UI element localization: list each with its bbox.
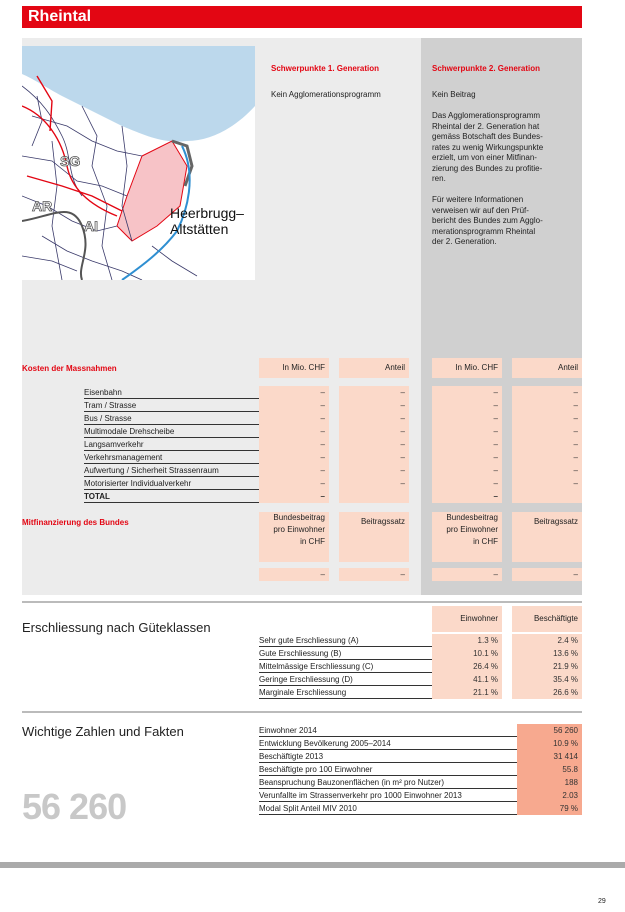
erschliessung-beschaeftigte-value: 2.4 % xyxy=(512,634,582,647)
erschliessung-beschaeftigte-value: 21.9 % xyxy=(512,660,582,673)
mitfin-value: – xyxy=(339,568,409,581)
kosten-value: – xyxy=(432,464,502,477)
zahlen-row-label: Beschäftigte pro 100 Einwohner xyxy=(259,763,517,776)
kosten-value: – xyxy=(512,464,582,477)
kosten-value: – xyxy=(259,451,329,464)
page-title: Rheintal xyxy=(28,8,92,25)
kosten-value: – xyxy=(512,386,582,399)
map-label-ai: AI xyxy=(84,218,98,234)
mitfin-value: – xyxy=(432,568,502,581)
kosten-col-anteil-2: Anteil xyxy=(512,358,582,378)
mitfin-value: – xyxy=(512,568,582,581)
mitfin-beitrag-line: pro Einwohner xyxy=(446,525,498,534)
kosten-row-label: Eisenbahn xyxy=(84,386,259,399)
gen2-text-line: gemäss Botschaft des Bundes- xyxy=(432,132,543,141)
mitfin-beitrag-line: Bundesbeitrag xyxy=(273,513,325,522)
kosten-value: – xyxy=(339,412,409,425)
kosten-value: – xyxy=(259,386,329,399)
kosten-row-label: Tram / Strasse xyxy=(84,399,259,412)
kosten-value: – xyxy=(259,412,329,425)
kosten-row-label: Aufwertung / Sicherheit Strassenraum xyxy=(84,464,259,477)
divider xyxy=(22,711,582,713)
gen1-text: Kein Agglomerationsprogramm xyxy=(271,90,381,99)
erschliessung-col-beschaeftigte: Beschäftigte xyxy=(512,606,582,632)
map-label-region-1: Heerbrugg– xyxy=(170,205,244,221)
kosten-value: – xyxy=(512,412,582,425)
kosten-value: – xyxy=(432,412,502,425)
zahlen-value: 79 % xyxy=(517,802,582,815)
gen2-text-line: Für weitere Informationen xyxy=(432,195,524,204)
mitfin-col-satz-2: Beitragssatz xyxy=(512,512,582,562)
zahlen-value: 188 xyxy=(517,776,582,789)
kosten-value xyxy=(339,490,409,503)
kosten-value: – xyxy=(259,490,329,503)
kosten-value: – xyxy=(259,438,329,451)
kosten-value: – xyxy=(512,438,582,451)
kosten-value: – xyxy=(432,438,502,451)
kosten-value: – xyxy=(339,399,409,412)
kosten-value: – xyxy=(512,399,582,412)
big-number: 56 260 xyxy=(22,786,127,827)
zahlen-row-label: Beanspruchung Bauzonenflächen (in m² pro Nutzer) xyxy=(259,776,517,789)
zahlen-value: 2.03 xyxy=(517,789,582,802)
gen2-heading: Schwerpunkte 2. Generation xyxy=(432,64,541,73)
gen2-text-line: Rheintal der 2. Generation hat xyxy=(432,121,540,131)
divider xyxy=(22,601,582,603)
gen1-heading: Schwerpunkte 1. Generation xyxy=(271,64,380,73)
kosten-value: – xyxy=(339,451,409,464)
mitfin-beitrag-line: Bundesbeitrag xyxy=(446,513,498,522)
kosten-value: – xyxy=(432,451,502,464)
map-label-region-2: Altstätten xyxy=(170,221,229,237)
mitfin-col-beitrag-1 xyxy=(259,512,329,562)
gen2-text-line: ren. xyxy=(432,174,446,183)
kosten-heading: Kosten der Massnahmen xyxy=(22,364,117,373)
erschliessung-row-label: Marginale Erschliessung xyxy=(259,686,502,699)
kosten-value: – xyxy=(339,438,409,451)
erschliessung-einwohner-value: 26.4 % xyxy=(432,660,502,673)
zahlen-row-label: Verunfallte im Strassenverkehr pro 1000 Einwohner 2013 xyxy=(259,789,517,802)
kosten-row-label: Motorisierter Individualverkehr xyxy=(84,477,259,490)
title-bar xyxy=(22,6,582,28)
gen2-text-line: zierung des Bundes zu profitie- xyxy=(432,163,543,173)
erschliessung-col-einwohner: Einwohner xyxy=(432,606,502,632)
erschliessung-heading: Erschliessung nach Güteklassen xyxy=(22,620,211,635)
kosten-col-chf-1: In Mio. CHF xyxy=(259,358,329,378)
erschliessung-einwohner-value: 1.3 % xyxy=(432,634,502,647)
erschliessung-row-label: Geringe Erschliessung (D) xyxy=(259,673,502,686)
mitfin-heading: Mitfinanzierung des Bundes xyxy=(22,518,129,527)
zahlen-value: 10.9 % xyxy=(517,737,582,750)
zahlen-row-label: Beschäftigte 2013 xyxy=(259,750,517,763)
zahlen-row-label: Einwohner 2014 xyxy=(259,724,517,737)
kosten-value: – xyxy=(432,399,502,412)
mitfin-beitrag-line: in CHF xyxy=(473,537,498,546)
gen2-text-line: Kein Beitrag xyxy=(432,90,476,99)
erschliessung-beschaeftigte-value: 13.6 % xyxy=(512,647,582,660)
zahlen-row-label: Modal Split Anteil MIV 2010 xyxy=(259,802,517,815)
gen2-text-line: rates zu wenig Wirkungspunkte xyxy=(432,142,544,152)
kosten-row-label: Multimodale Drehscheibe xyxy=(84,425,259,438)
zahlen-value: 56 260 xyxy=(517,724,582,737)
kosten-value: – xyxy=(512,477,582,490)
erschliessung-einwohner-value: 41.1 % xyxy=(432,673,502,686)
kosten-col-anteil-1: Anteil xyxy=(339,358,409,378)
kosten-row-label: Bus / Strasse xyxy=(84,412,259,425)
erschliessung-beschaeftigte-value: 35.4 % xyxy=(512,673,582,686)
kosten-value: – xyxy=(432,425,502,438)
map-graphic xyxy=(22,46,255,280)
kosten-value: – xyxy=(339,425,409,438)
erschliessung-einwohner-value: 21.1 % xyxy=(432,686,502,699)
kosten-value: – xyxy=(259,477,329,490)
erschliessung-beschaeftigte-value: 26.6 % xyxy=(512,686,582,699)
kosten-value: – xyxy=(339,386,409,399)
gen2-text-line: der 2. Generation. xyxy=(432,237,497,246)
kosten-row-label: Langsamverkehr xyxy=(84,438,259,451)
mitfin-value: – xyxy=(259,568,329,581)
zahlen-heading: Wichtige Zahlen und Fakten xyxy=(22,724,184,739)
gen2-text-line: bericht des Bundes zum Agglo- xyxy=(432,216,543,225)
gen2-text-line: verweisen wir auf den Prüf- xyxy=(432,205,529,215)
erschliessung-row-label: Gute Erschliessung (B) xyxy=(259,647,502,660)
kosten-value: – xyxy=(512,451,582,464)
kosten-value: – xyxy=(432,386,502,399)
map-label-sg: SG xyxy=(60,153,81,169)
mitfin-beitrag-line: in CHF xyxy=(300,537,325,546)
erschliessung-row-label: Mittelmässige Erschliessung (C) xyxy=(259,660,502,673)
kosten-row-label: Verkehrsmanagement xyxy=(84,451,259,464)
mitfin-col-beitrag-2 xyxy=(432,512,502,562)
kosten-value: – xyxy=(259,464,329,477)
kosten-value: – xyxy=(259,425,329,438)
page-number: 29 xyxy=(598,898,606,905)
mitfin-col-satz-1: Beitragssatz xyxy=(339,512,409,562)
gen2-text-line xyxy=(432,185,577,196)
kosten-col-chf-2: In Mio. CHF xyxy=(432,358,502,378)
kosten-value: – xyxy=(339,464,409,477)
erschliessung-einwohner-value: 10.1 % xyxy=(432,647,502,660)
gen2-text-line: erzielt, um von einer Mitfinan- xyxy=(432,153,537,162)
kosten-row-label: TOTAL xyxy=(84,490,259,503)
zahlen-value: 55.8 xyxy=(517,763,582,776)
map-label-ar: AR xyxy=(32,198,53,214)
kosten-value: – xyxy=(259,399,329,412)
zahlen-row-label: Entwicklung Bevölkerung 2005–2014 xyxy=(259,737,517,750)
erschliessung-row-label: Sehr gute Erschliessung (A) xyxy=(259,634,502,647)
gen2-text-line xyxy=(432,101,577,112)
footer-band xyxy=(0,862,625,868)
gen2-text-line: merationsprogramm Rheintal xyxy=(432,226,536,236)
zahlen-value: 31 414 xyxy=(517,750,582,763)
kosten-value xyxy=(512,490,582,503)
kosten-value: – xyxy=(339,477,409,490)
gen2-text xyxy=(432,90,577,248)
kosten-value: – xyxy=(432,490,502,503)
mitfin-beitrag-line: pro Einwohner xyxy=(273,525,325,534)
region-map xyxy=(22,46,255,280)
kosten-value: – xyxy=(432,477,502,490)
gen2-text-line: Das Agglomerationsprogramm xyxy=(432,111,541,120)
kosten-value: – xyxy=(512,425,582,438)
